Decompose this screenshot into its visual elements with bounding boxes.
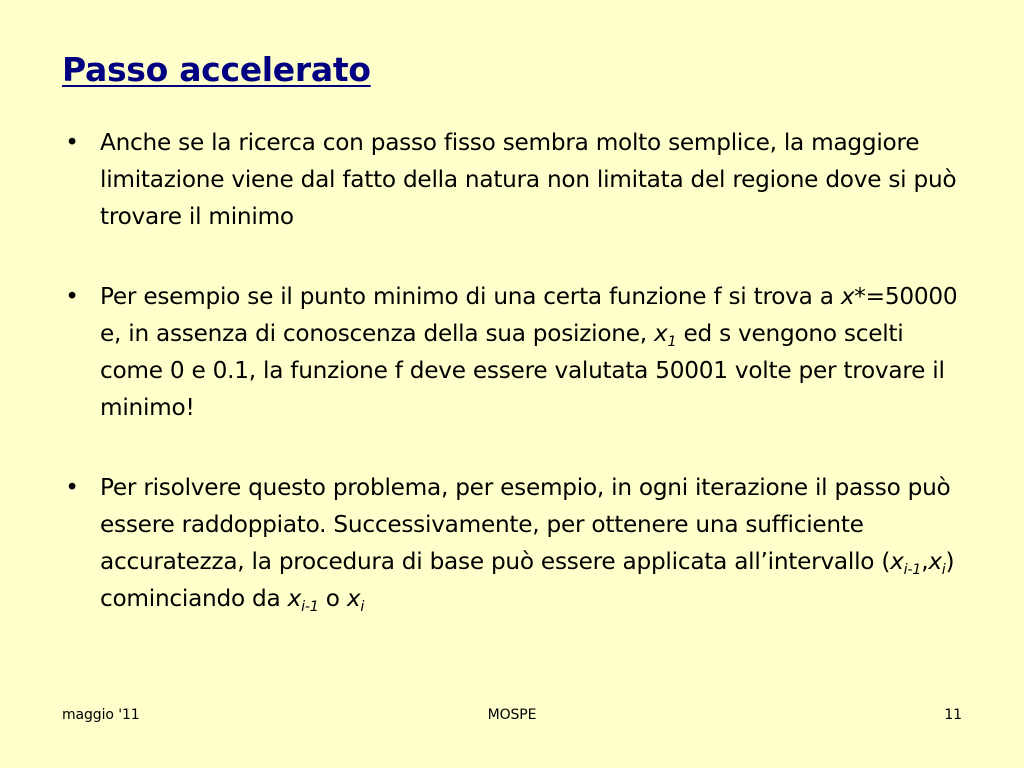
math-variable: x [287,585,302,612]
text-segment: ed s vengono scelti come 0 e 0.1, la funzione f deve essere valutata 50001 volte per trovare il minimo! [100,320,945,421]
bullet-list [62,124,967,617]
footer-course: MOSPE [487,707,537,723]
footer-page-number: 11 [944,707,962,723]
math-subscript: i-1 [903,562,922,579]
math-variable: x [346,585,361,612]
text-segment: ) cominciando da [100,548,955,612]
text-segment: *=50000 e, in assenza di conoscenza della sua posizione, [100,283,958,347]
bullet-text [100,283,957,421]
text-segment: Per risolvere questo problema, per esempio, in ogni iterazione il passo può essere raddoppiato. Successivamente, per ottenere una sufficiente accuratezza, la procedura di base può essere applicata all’intervallo ( [100,474,951,575]
math-subscript: i [360,599,365,616]
bullet-marker: • [65,283,79,310]
slide-title: Passo accelerato [62,50,371,89]
math-subscript: 1 [667,334,677,351]
bullet-item-3 [62,469,967,617]
bullet-marker: • [65,474,79,501]
math-variable: x [928,548,942,575]
bullet-marker: • [65,129,79,156]
text-segment: , [921,548,929,575]
bullet-text [100,474,955,616]
math-variable: x [890,548,904,575]
math-subscript: i [941,562,946,579]
math-subscript: i-1 [301,599,319,616]
bullet-text: Anche se la ricerca con passo fisso sembra molto semplice, la maggiore limitazione viene dal fatto della natura non limitata del regione dove si può trovare il minimo [100,129,957,230]
text-segment: Per esempio se il punto minimo di una certa funzione f si trova a [100,283,841,310]
math-variable: x [840,283,855,310]
bullet-item-1 [62,124,967,235]
text-segment: o [318,585,347,612]
footer-date: maggio '11 [62,707,140,723]
math-variable: x [653,320,668,347]
bullet-item-2 [62,278,967,426]
